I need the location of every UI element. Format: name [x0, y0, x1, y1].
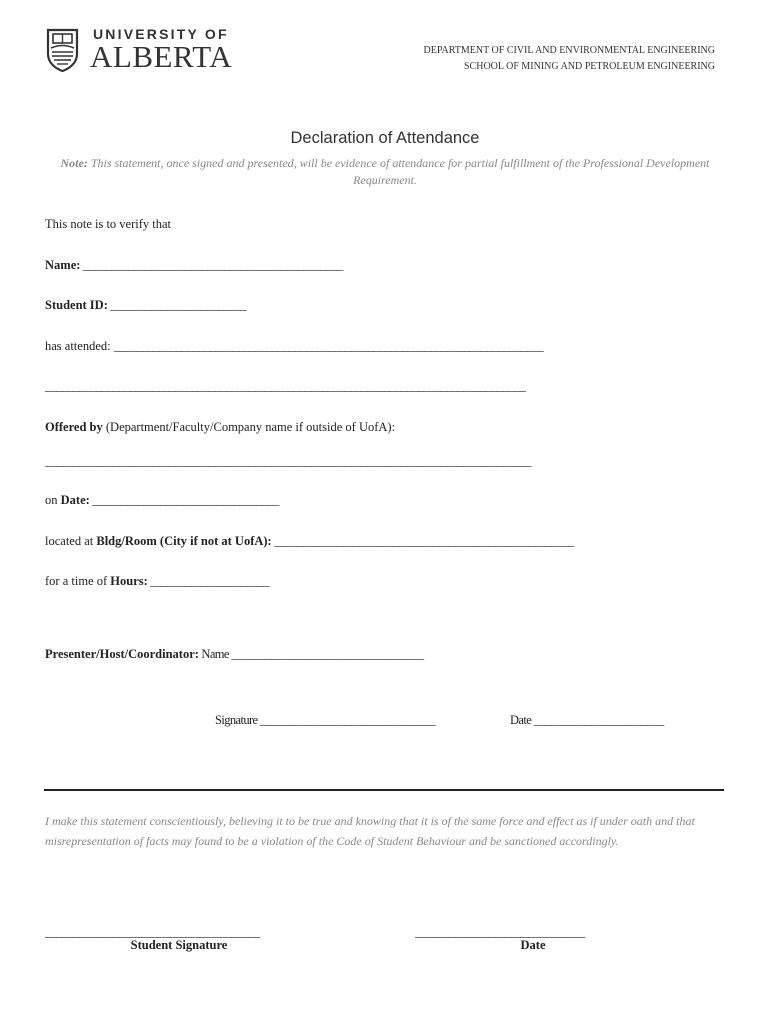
university-crest-icon	[46, 28, 79, 72]
student-id-field[interactable]	[45, 298, 246, 313]
date-blank[interactable]: _________________________________	[89, 493, 279, 507]
university-logo	[46, 26, 246, 76]
date-label: Date:	[60, 493, 90, 507]
location-prefix: located at	[45, 534, 97, 548]
presenter-date-blank[interactable]: Date _______________________	[510, 713, 664, 727]
attended-blank-continued[interactable]: _____________________________________________________________________________________	[45, 379, 526, 393]
footer-date-label: Date	[520, 938, 546, 952]
hours-label: Hours:	[110, 574, 148, 588]
location-field[interactable]	[45, 534, 574, 549]
note-label: Note:	[60, 156, 88, 170]
hours-field[interactable]	[45, 574, 269, 589]
student-id-blank[interactable]: ________________________	[107, 298, 247, 312]
attended-blank[interactable]: ____________________________________________________________________________	[113, 339, 544, 353]
attended-label: has attended:	[45, 339, 114, 353]
department-header	[424, 43, 715, 74]
note-paragraph	[40, 155, 730, 188]
section-divider	[44, 789, 724, 791]
student-id-label: Student ID:	[45, 298, 108, 312]
name-field[interactable]	[45, 258, 343, 273]
intro-text: This note is to verify that	[45, 217, 172, 231]
attended-field[interactable]	[45, 339, 543, 354]
presenter-name-blank[interactable]: Name __________________________________	[198, 647, 424, 661]
date-prefix: on	[45, 493, 61, 507]
hours-prefix: for a time of	[45, 574, 111, 588]
school-name: SCHOOL OF MINING AND PETROLEUM ENGINEERING	[463, 60, 715, 72]
offered-by-blank[interactable]: ______________________________________________________________________________________	[45, 454, 531, 468]
student-signature-blank[interactable]: ______________________________________	[45, 925, 260, 939]
department-name: DEPARTMENT OF CIVIL AND ENVIRONMENTAL ENGINEERING	[423, 45, 715, 56]
student-signature-label: Student Signature	[130, 938, 228, 952]
presenter-label: Presenter/Host/Coordinator:	[45, 647, 199, 661]
name-blank[interactable]: ______________________________________________	[80, 258, 343, 272]
location-label: Bldg/Room (City if not at UofA):	[96, 534, 272, 548]
page-title: Declaration of Attendance	[290, 129, 480, 147]
note-text: This statement, once signed and presented, will be evidence of attendance for partial fulfillment of the Professional Development Requirement.	[87, 156, 710, 187]
logo-line-alberta: ALBERTA	[90, 39, 233, 74]
date-field[interactable]	[45, 493, 279, 508]
logo-line-university: UNIVERSITY OF	[93, 26, 229, 42]
declaration-statement: I make this statement conscientiously, believing it to be true and knowing that it is of the same force and effect as if under oath and that misrepresentation of facts may found to be a violation of the Code of Student Behaviour and be sanctioned accordingly.	[45, 814, 695, 848]
footer-date-blank[interactable]: ______________________________	[415, 925, 585, 939]
name-label: Name:	[45, 258, 81, 272]
presenter-field[interactable]	[45, 647, 424, 662]
offered-by-label: Offered by	[45, 420, 103, 434]
hours-blank[interactable]: _____________________	[147, 574, 269, 588]
location-blank[interactable]: _____________________________________________________	[271, 534, 574, 548]
presenter-signature-blank[interactable]: Signature _______________________________	[215, 713, 436, 727]
offered-by-text: (Department/Faculty/Company name if outside of UofA):	[102, 420, 396, 434]
offered-by-label-row	[45, 420, 395, 435]
